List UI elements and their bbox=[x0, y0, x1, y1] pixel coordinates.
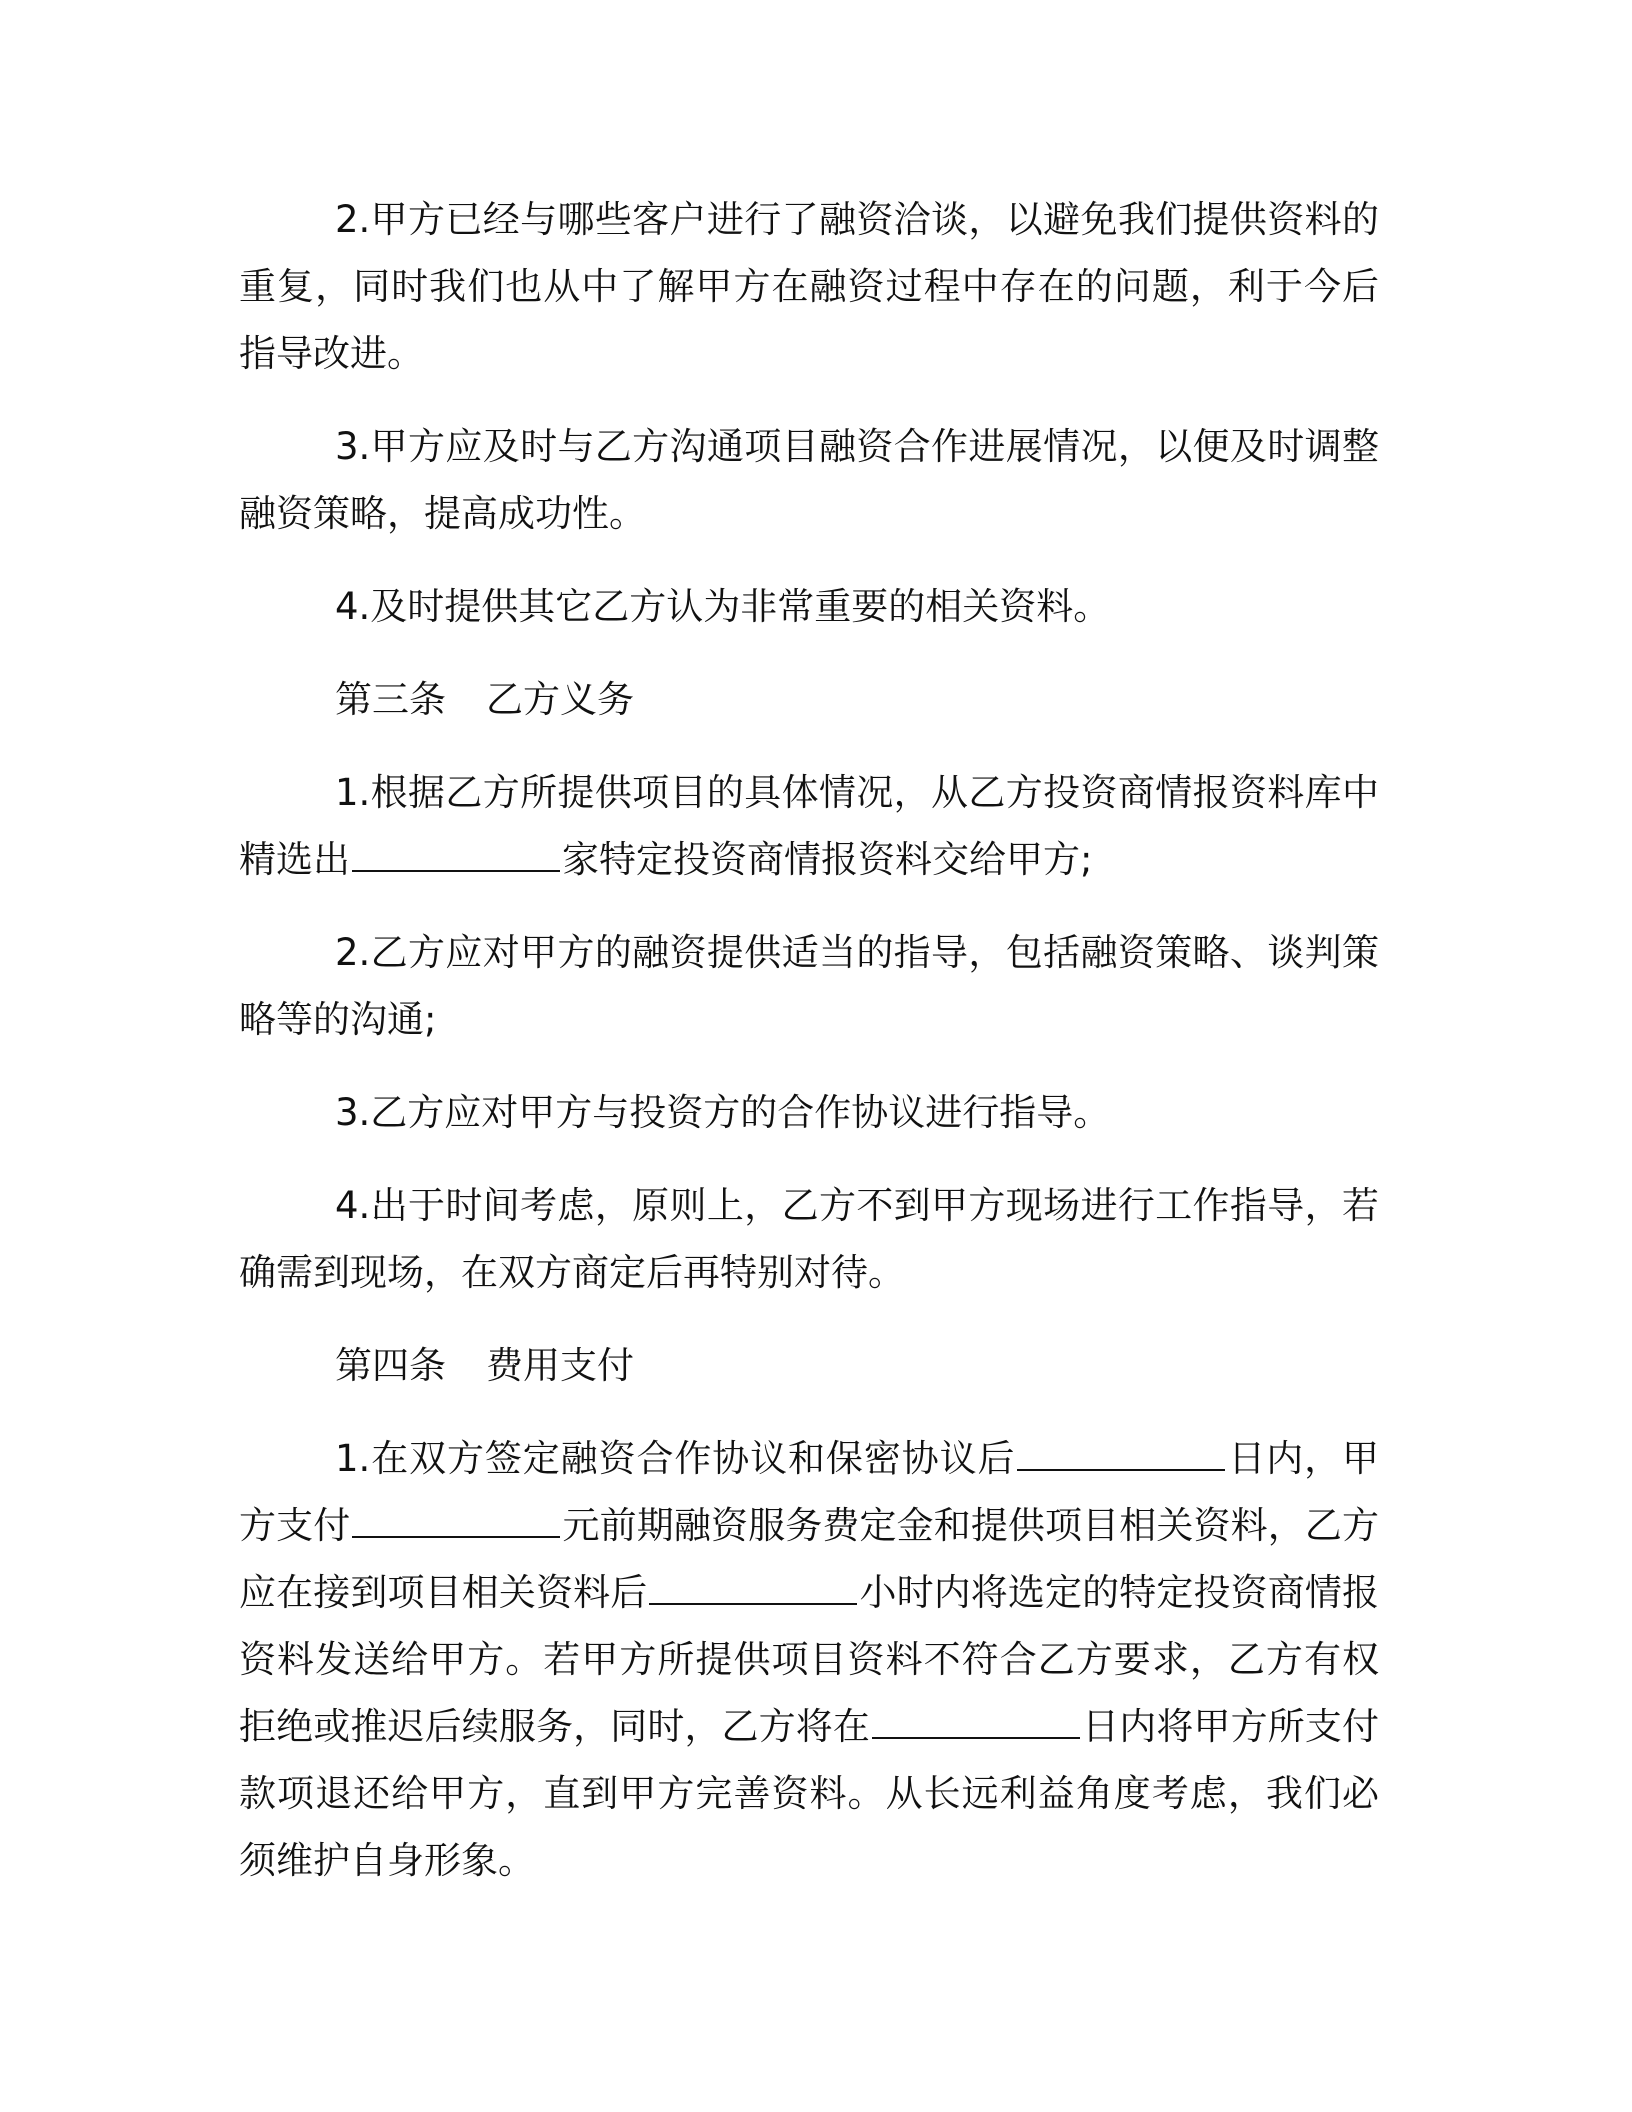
text-segment: 元前期融资服务费定金和提供项目相关资料，乙方应在接到项目相关资料后 bbox=[239, 1504, 1380, 1614]
article-four-heading bbox=[239, 1332, 1379, 1399]
article-three-heading bbox=[239, 666, 1379, 733]
text-segment: 1.在双方签定融资合作协议和保密协议后 bbox=[335, 1437, 1016, 1480]
article-number: 第三条 bbox=[335, 678, 446, 721]
text-segment: 小时内将选定的特定投资商情报资料发送给甲方。若甲方所提供项目资料不符合乙方要求，乙方有权拒绝或推迟后续服务，同时，乙方将在 bbox=[239, 1571, 1380, 1748]
fill-in-blank bbox=[352, 1504, 560, 1538]
paragraph-other-materials: 4.及时提供其它乙方认为非常重要的相关资料。 bbox=[335, 585, 1111, 628]
text-segment: 家特定投资商情报资料交给甲方; bbox=[562, 838, 1093, 881]
text-segment: 日内，甲方支付 bbox=[239, 1437, 1380, 1547]
paragraph-progress-communication: 3.甲方应及时与乙方沟通项目融资合作进展情况，以便及时调整融资策略，提高成功性。 bbox=[239, 425, 1379, 535]
text-segment: 日内将甲方所支付款项退还给甲方，直到甲方完善资料。从长远利益角度考虑，我们必须维护自身形象。 bbox=[239, 1705, 1380, 1882]
paragraph-fee-payment bbox=[239, 1425, 1379, 1894]
article-number: 第四条 bbox=[335, 1344, 446, 1387]
paragraph-investor-selection bbox=[239, 759, 1379, 893]
paragraph-agreement-guidance: 3.乙方应对甲方与投资方的合作协议进行指导。 bbox=[335, 1091, 1111, 1134]
paragraph-financing-guidance: 2.乙方应对甲方的融资提供适当的指导，包括融资策略、谈判策略等的沟通; bbox=[239, 931, 1379, 1041]
document-body bbox=[239, 186, 1379, 1920]
paragraph-onsite-guidance: 4.出于时间考虑，原则上，乙方不到甲方现场进行工作指导，若确需到现场，在双方商定后再特别对待。 bbox=[239, 1184, 1379, 1294]
article-title: 费用支付 bbox=[486, 1344, 634, 1387]
text-segment: 1.根据乙方所提供项目的具体情况，从乙方投资商情报资料库中精选出 bbox=[239, 771, 1379, 881]
article-title: 乙方义务 bbox=[486, 678, 634, 721]
fill-in-blank bbox=[872, 1705, 1080, 1739]
paragraph-client-negotiations: 2.甲方已经与哪些客户进行了融资洽谈，以避免我们提供资料的重复，同时我们也从中了解甲方在融资过程中存在的问题，利于今后指导改进。 bbox=[239, 198, 1379, 375]
fill-in-blank bbox=[649, 1571, 857, 1605]
fill-in-blank bbox=[352, 838, 560, 872]
fill-in-blank bbox=[1017, 1437, 1225, 1471]
